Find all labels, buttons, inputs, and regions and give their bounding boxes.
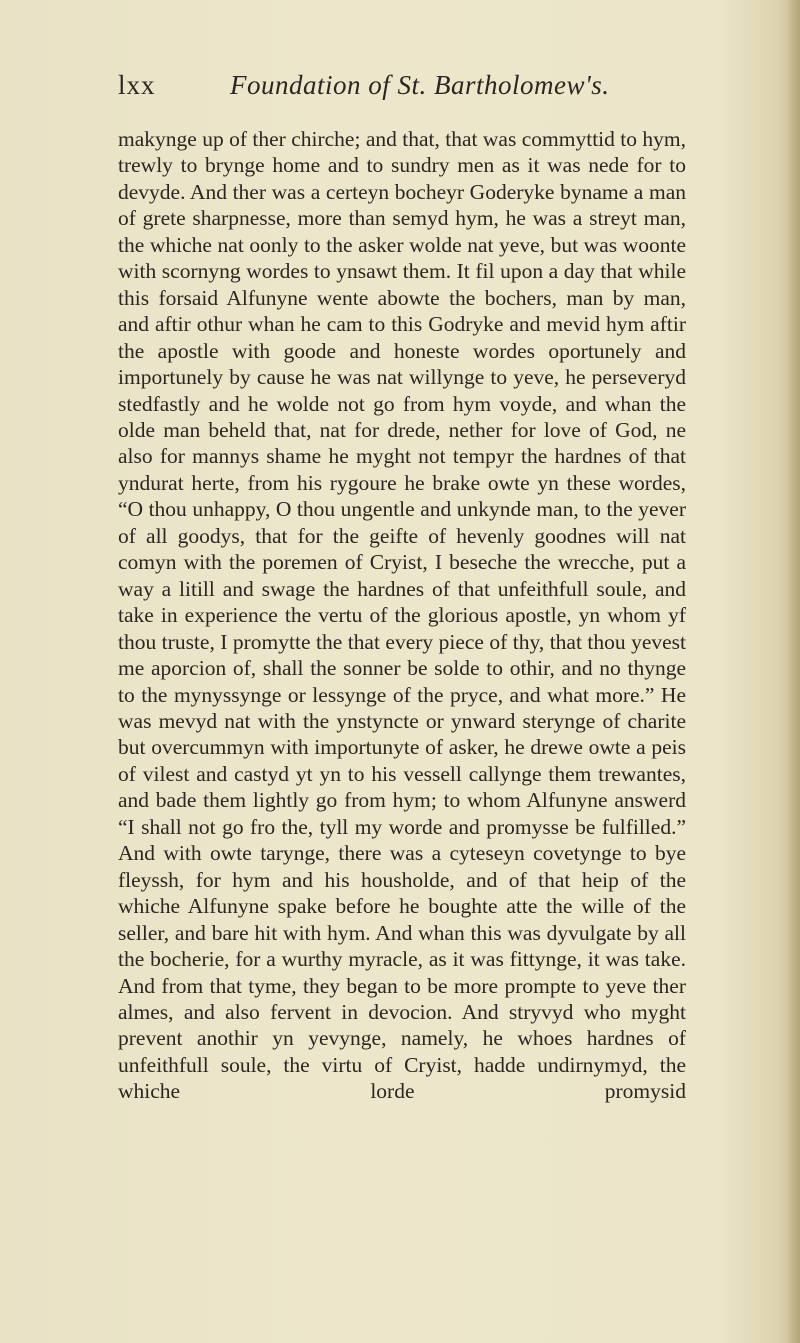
page-number: lxx xyxy=(118,70,156,100)
body-paragraph: makynge up of ther chirche; and that, that was commyttid to hym, trewly to brynge home and to sundry men as it was nede for to devyde. And ther was a certeyn bocheyr Goderyke byname a man of grete sharpnesse, more than semyd hym, he was a streyt man, the whiche nat oonly to the asker wolde nat yeve, but was woonte with scornyng wordes to ynsawt them. It fil upon a day that while this forsaid Alfunyne wente abowte the bochers, man by man, and aftir othur whan he cam to this Godryke and mevid hym aftir the apostle with goode and honeste wordes oportunely and importunely by cause he was nat willynge to yeve, he perseveryd stedfastly and he wolde not go from hym voyde, and whan the olde man beheld that, nat for drede, nether for love of God, ne also for mannys shame he myght not tempyr the hardnes of that yndurat herte, from his rygoure he brake owte yn these wordes, “O thou unhappy, O thou ungentle and unkynde man, to the yever of all goodys, that for the geifte of hevenly goodnes will nat comyn with the poremen of Cryist, I beseche the wrecche, put a way a litill and swage the hardnes of that unfeithfull soule, and take in experience the vertu of the glorious apostle, yn whom yf thou truste, I promytte the that every piece of thy, that thou yevest me aporcion of, shall the sonner be solde to othir, and no thynge to the mynyssynge or lessynge of the pryce, and what more.” He was mevyd nat with the ynstyncte or ynward sterynge of charite but overcummyn with importunyte of asker, he drewe owte a peis of vilest and castyd yt yn to his vessell callynge them trewantes, and bade them lightly go from hym; to whom Alfunyne answerd “I shall not go fro the, tyll my worde and promysse be fulfilled.” And with owte tarynge, there was a cyteseyn covetynge to bye fleyssh, for hym and his housholde, and of that heip of the whiche Alfunyne spake before he boughte atte the wille of the seller, and bare hit with hym. And whan this was dyvulgate by all the bocherie, for a wurthy myracle, as it was fittynge, it was take. And from that tyme, they began to be more prompte to yeve ther almes, and also fervent in devocion. And stryvyd who myght prevent anothir yn yevynge, namely, he whoes hardnes of unfeithfull soule, the virtu of Cryist, hadde undirnymyd, the whiche lorde promysid xyxy=(118,127,686,1104)
running-title: Foundation of St. Bartholomew's. xyxy=(230,70,610,100)
page-edge-shadow xyxy=(786,0,800,1343)
running-header xyxy=(118,70,678,110)
